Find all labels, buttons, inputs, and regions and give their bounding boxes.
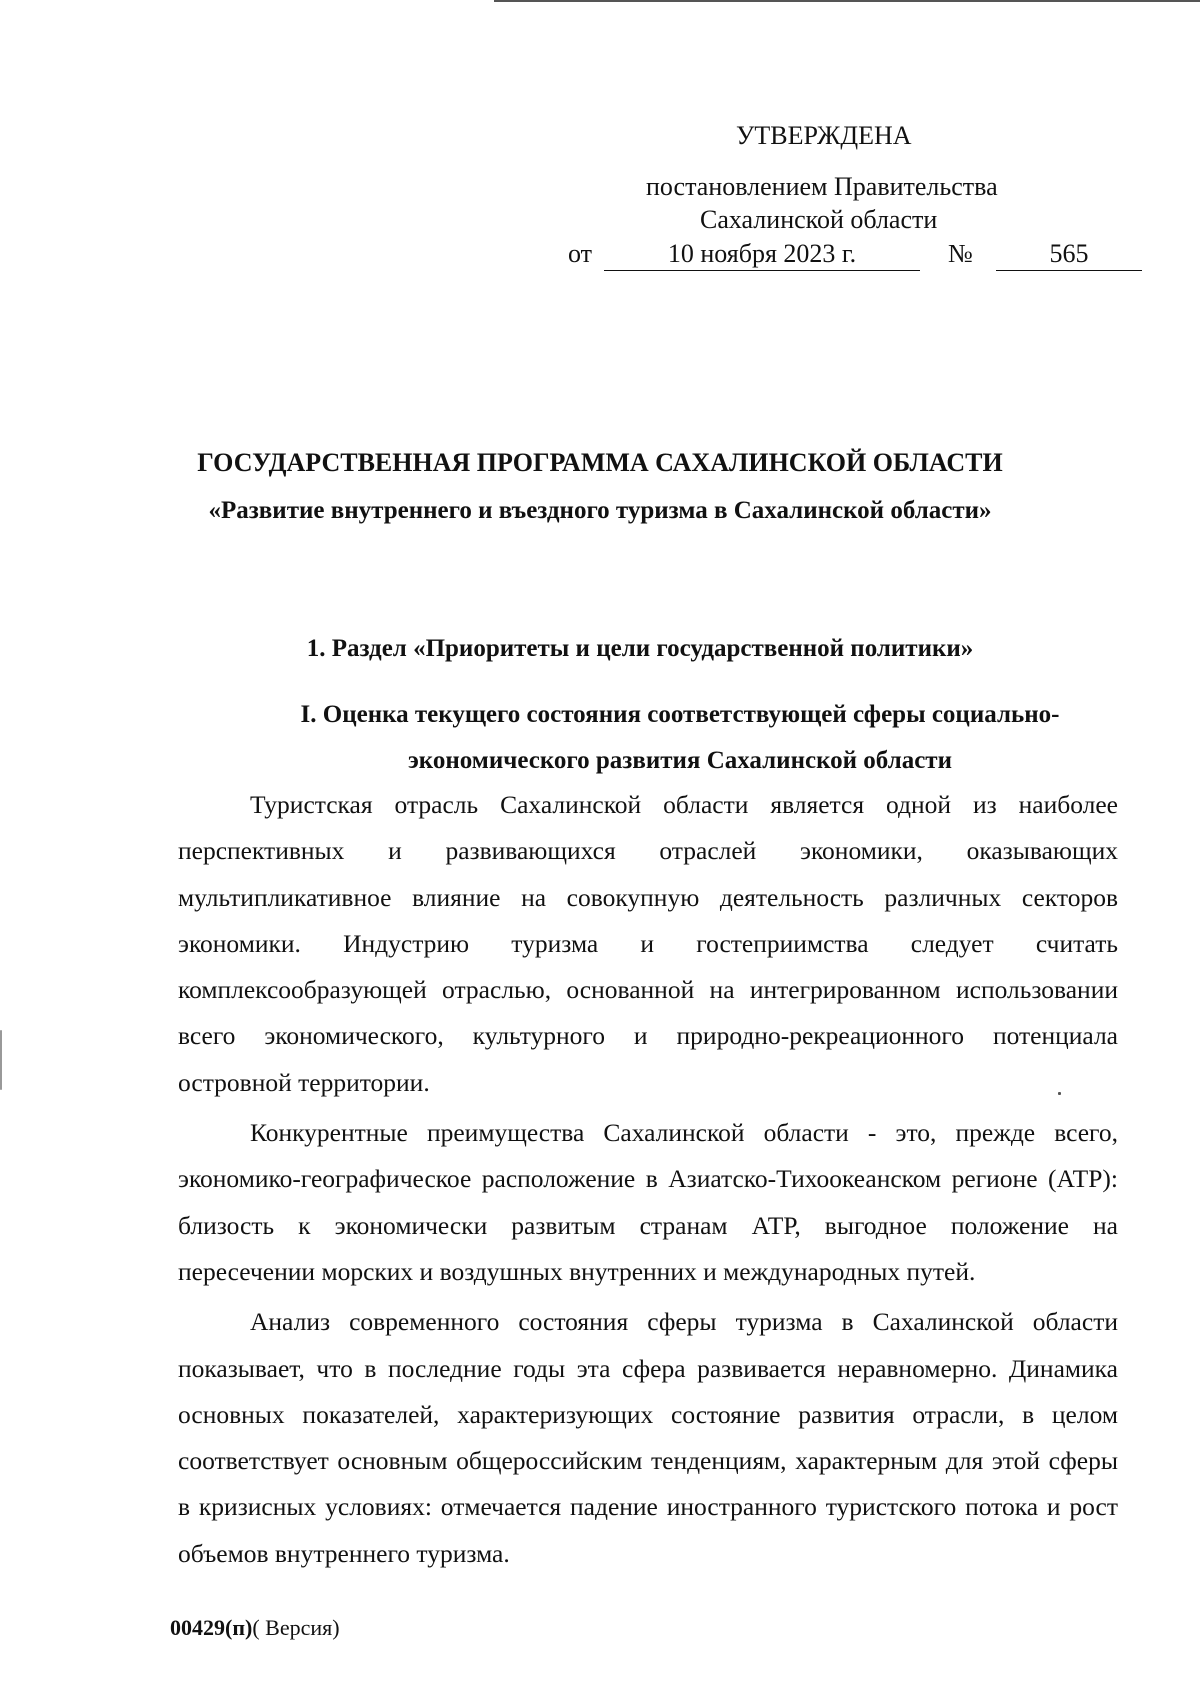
scan-speck	[0, 1030, 2, 1090]
subsection-heading	[220, 692, 1140, 784]
approval-date-row	[568, 238, 1148, 272]
program-title: ГОСУДАРСТВЕННАЯ ПРОГРАММА САХАЛИНСКОЙ ОБЛАСТИ	[197, 448, 1003, 477]
body-text	[178, 782, 1118, 1577]
footer-code: 00429(п)	[170, 1615, 253, 1640]
scan-speck	[1058, 1092, 1061, 1095]
approval-region-line: Сахалинской области	[700, 205, 938, 234]
approval-title: УТВЕРЖДЕНА	[736, 121, 912, 150]
scan-top-rule	[494, 0, 1200, 2]
decree-number: 565	[996, 238, 1142, 271]
number-label: №	[948, 239, 973, 268]
date-prefix: от	[568, 239, 593, 268]
footer-version: ( Версия)	[252, 1615, 340, 1640]
paragraph-tourism-industry: Туристская отрасль Сахалинской области является одной из наиболее перспективных и развивающихся отраслей экономики, оказывающих мультипликативное влияние на совокупную деятельность различных секторов экономики. Индустрию туризма и гостеприимства следует считать комплексообразующей отраслью, основанной на интегрированном использовании всего экономического, культурного и природно-рекреационного потенциала островной территории.	[178, 790, 1118, 1097]
approval-issuer-line: постановлением Правительства	[646, 172, 998, 201]
program-subtitle: «Развитие внутреннего и въездного туризма в Сахалинской области»	[208, 497, 992, 524]
decree-date: 10 ноября 2023 г.	[604, 238, 920, 271]
paragraph-current-state-analysis: Анализ современного состояния сферы туризма в Сахалинской области показывает, что в последние годы эта сфера развивается неравномерно. Динамика основных показателей, характеризующих состояние развития отрасли, в целом соответствует основным общероссийским тенденциям, характерным для этой сферы в кризисных условиях: отмечается падение иностранного туристского потока и рост объемов внутреннего туризма.	[178, 1307, 1118, 1568]
footer-document-code	[170, 1614, 340, 1642]
section-heading: 1. Раздел «Приоритеты и цели государственной политики»	[306, 635, 974, 662]
subsection-heading-text: I. Оценка текущего состояния соответствующей сферы социально-экономического развития Сахалинской области	[300, 701, 1060, 774]
paragraph-competitive-advantages: Конкурентные преимущества Сахалинской области - это, прежде всего, экономико-географическое расположение в Азиатско-Тихоокеанском регионе (АТР): близость к экономически развитым странам АТР, выгодное положение на пересечении морских и воздушных внутренних и международных путей.	[178, 1118, 1118, 1286]
